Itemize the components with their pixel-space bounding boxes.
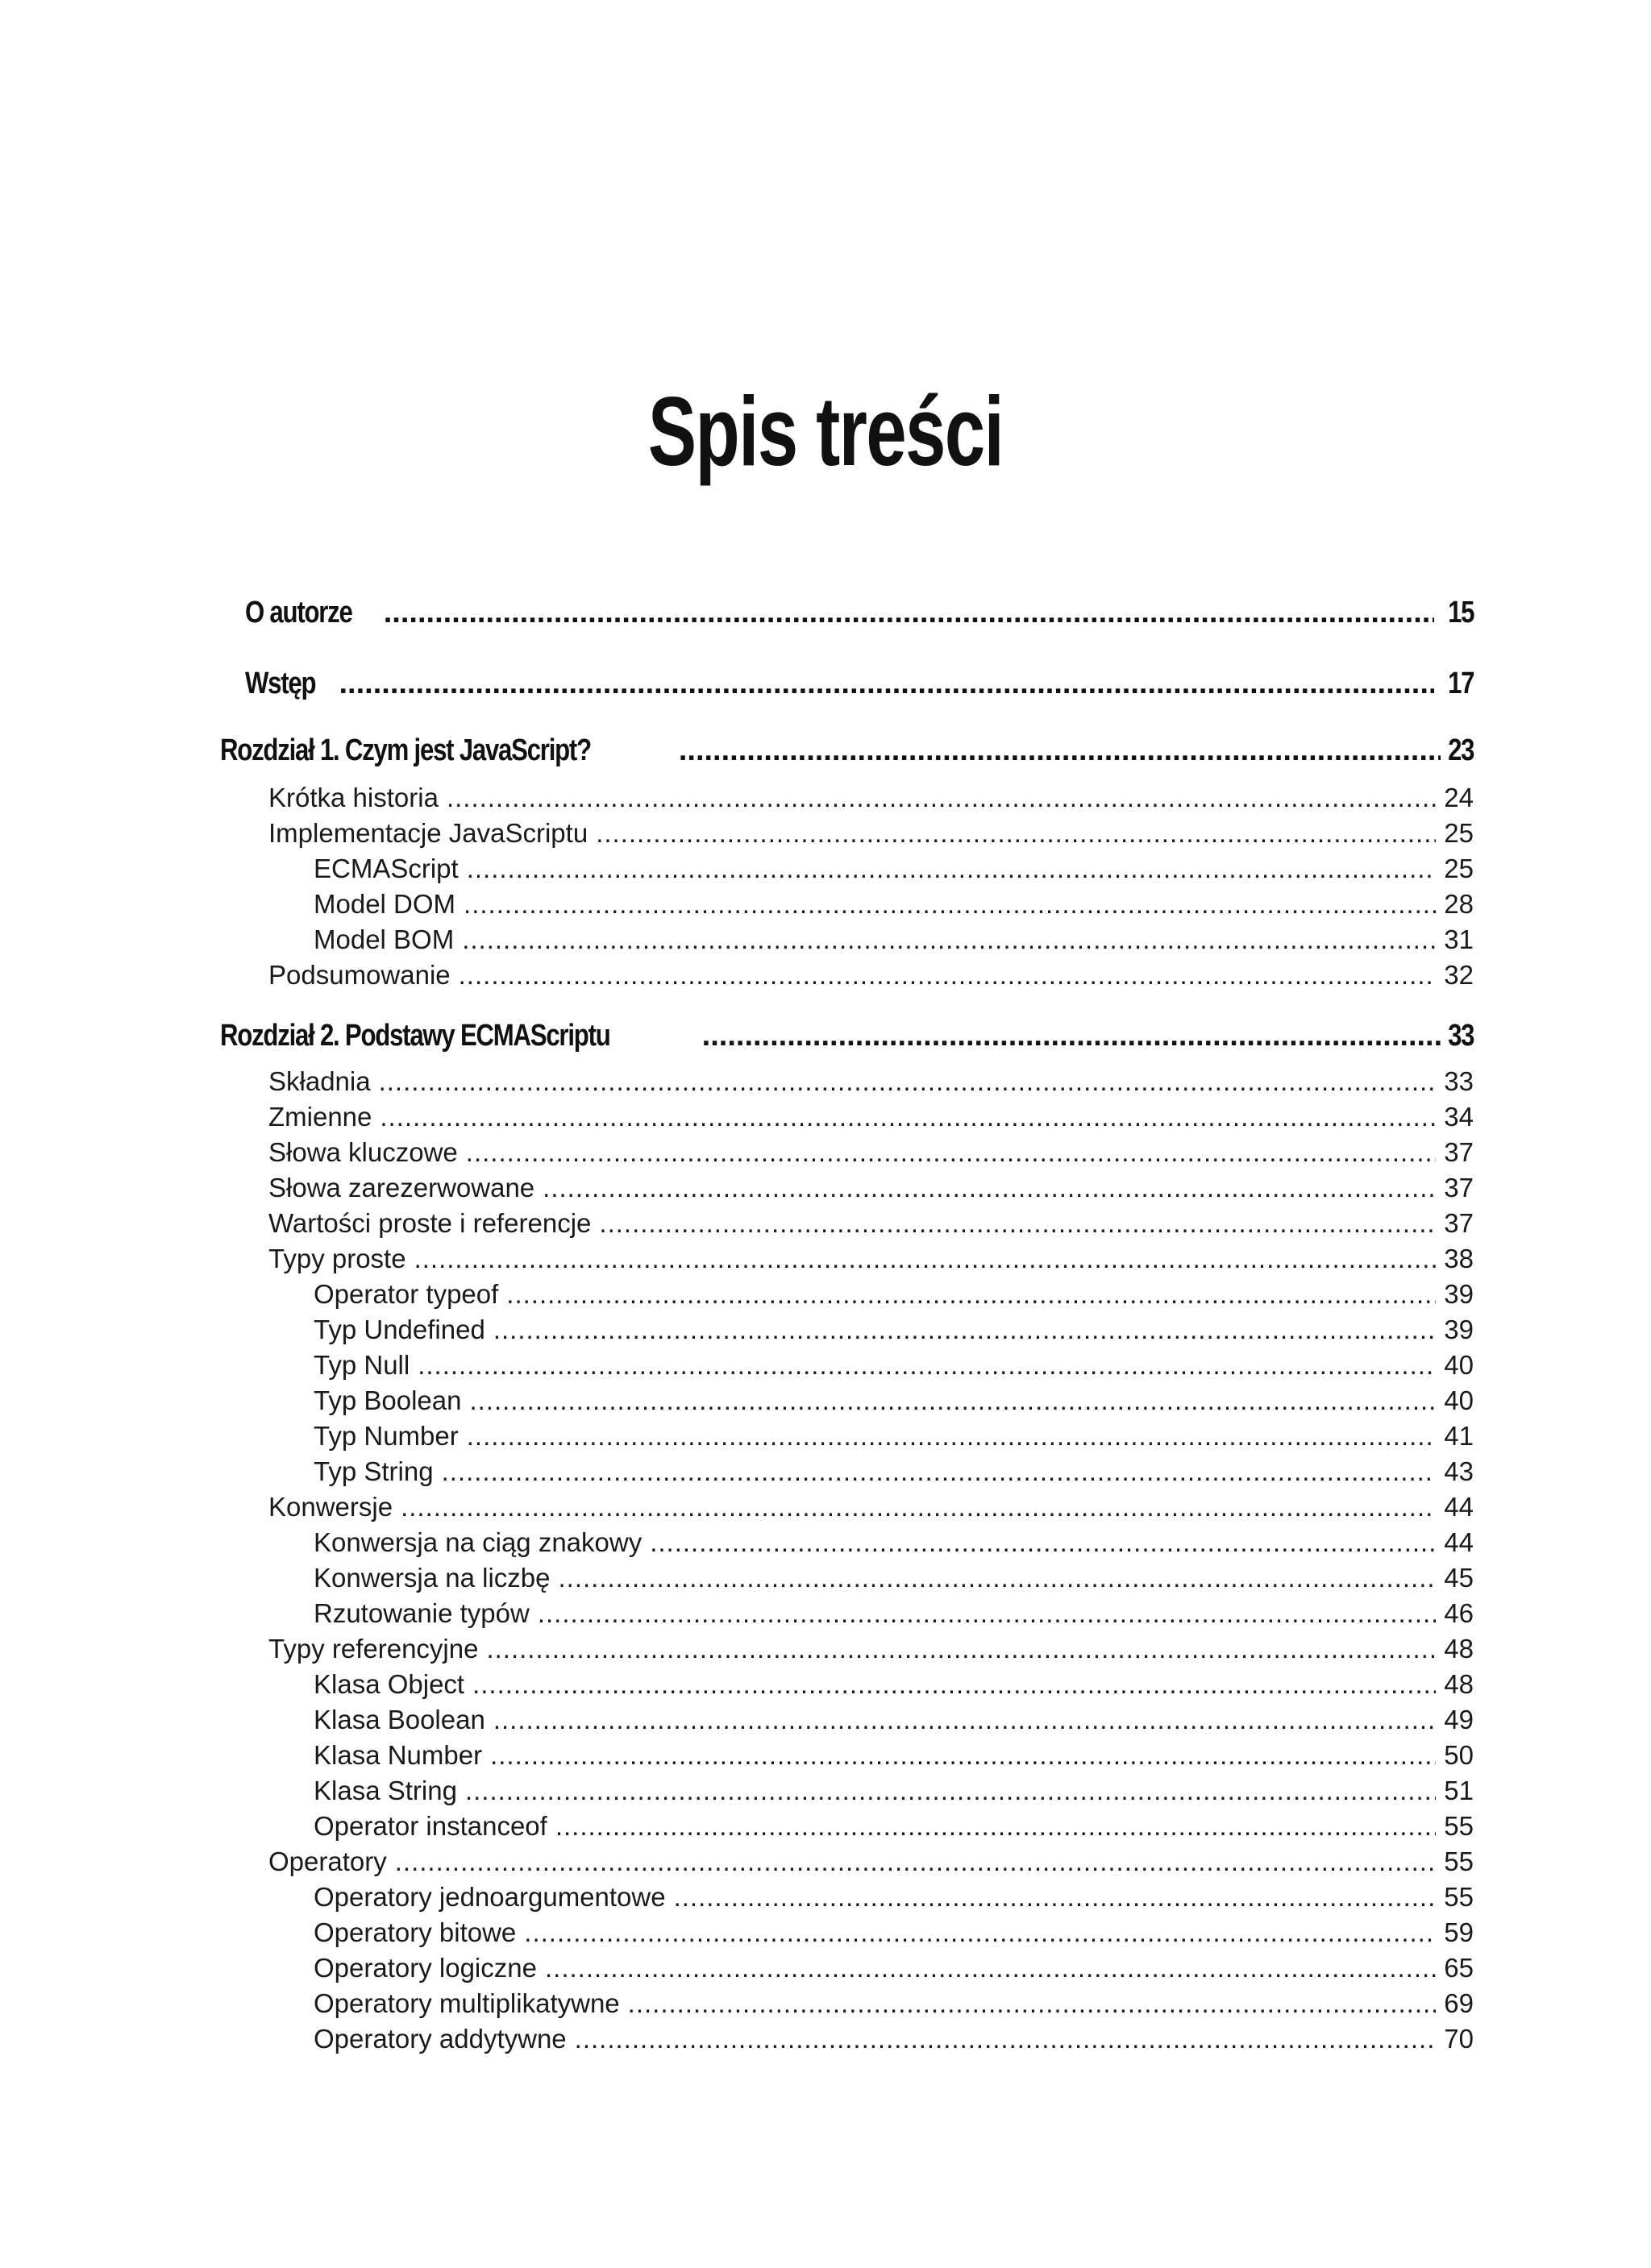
toc-entry-label: Konwersja na ciąg znakowy — [314, 1527, 643, 1557]
dot-leader — [650, 1525, 1436, 1560]
toc-entry-page: 39 — [1444, 1279, 1474, 1309]
toc-entry-label: Typy proste — [268, 1244, 406, 1273]
toc-entry-label: Słowa zarezerwowane — [268, 1173, 535, 1203]
toc-entry[interactable] — [314, 1454, 1474, 1489]
dot-leader — [543, 1170, 1436, 1206]
toc-entry-page: 17 — [1447, 667, 1474, 700]
toc-entry[interactable] — [314, 1560, 1474, 1596]
toc-entry-page: 38 — [1444, 1244, 1474, 1273]
toc-entry[interactable] — [268, 1241, 1474, 1277]
toc-entry[interactable] — [268, 780, 1474, 816]
toc-entry-label: Typ Undefined — [314, 1315, 485, 1344]
dot-leader — [506, 1277, 1436, 1312]
toc-entry[interactable] — [314, 1667, 1474, 1702]
dot-leader — [466, 1135, 1437, 1170]
toc-entry-page: 49 — [1444, 1705, 1474, 1734]
toc-entry-page: 37 — [1444, 1137, 1474, 1167]
toc-entry-label: Operator typeof — [314, 1279, 499, 1309]
dot-leader — [702, 1016, 1441, 1056]
toc-chapter-label: Rozdział 1. Czym jest JavaScript? — [220, 733, 591, 767]
toc-entry-page: 39 — [1444, 1315, 1474, 1344]
dot-leader — [467, 851, 1437, 887]
toc-entry-label: Operator instanceof — [314, 1811, 547, 1841]
toc-entry-page: 40 — [1444, 1385, 1474, 1415]
toc-entry[interactable] — [268, 1631, 1474, 1667]
toc-entry[interactable] — [268, 1844, 1474, 1880]
toc-entry-page: 70 — [1444, 2024, 1474, 2054]
dot-leader — [414, 1241, 1437, 1277]
toc-entry[interactable] — [314, 1702, 1474, 1738]
toc-entry-label: Model BOM — [314, 924, 455, 954]
toc-entry-label: Typ Null — [314, 1350, 410, 1380]
dot-leader — [555, 1809, 1436, 1844]
toc-chapter-page: 23 — [1447, 733, 1474, 767]
dot-leader — [459, 957, 1437, 993]
toc-entry-label: Konwersja na liczbę — [314, 1563, 551, 1593]
toc-entry-label: Konwersje — [268, 1492, 393, 1522]
toc-entry-page: 46 — [1444, 1598, 1474, 1628]
toc-entry-page: 55 — [1444, 1811, 1474, 1841]
toc-entry-label: Składnia — [268, 1066, 371, 1096]
dot-leader — [464, 887, 1436, 922]
toc-entry-page: 50 — [1444, 1740, 1474, 1770]
dot-leader — [493, 1312, 1436, 1348]
toc-entry-page: 65 — [1444, 1953, 1474, 1983]
toc-entry-label: ECMAScript — [314, 854, 459, 883]
toc-entry-label: Klasa Boolean — [314, 1705, 485, 1734]
dot-leader — [493, 1702, 1436, 1738]
toc-entry-page: 25 — [1444, 854, 1474, 883]
toc-entry-page: 15 — [1447, 596, 1474, 629]
dot-leader — [538, 1596, 1436, 1631]
toc-entry[interactable] — [268, 816, 1474, 851]
toc-entry-label: Typ Number — [314, 1421, 459, 1451]
toc-entry-page: 31 — [1444, 924, 1474, 954]
toc-entry-wstep[interactable] — [245, 663, 1474, 704]
toc-entry-page: 33 — [1444, 1066, 1474, 1096]
toc-entry-label: Model DOM — [314, 889, 456, 919]
toc-entry[interactable] — [268, 1099, 1474, 1135]
toc-entry-page: 37 — [1444, 1208, 1474, 1238]
toc-entry-label: Krótka historia — [268, 783, 439, 812]
toc-entry[interactable] — [314, 1950, 1474, 1986]
toc-entry-page: 55 — [1444, 1882, 1474, 1912]
dot-leader — [462, 922, 1436, 957]
toc-entry[interactable] — [314, 1809, 1474, 1844]
toc-entry-label: Operatory bitowe — [314, 1917, 517, 1947]
toc-chapter-label: Rozdział 2. Podstawy ECMAScriptu — [220, 1019, 610, 1053]
toc-entry-label: Operatory addytywne — [314, 2024, 567, 2054]
dot-leader — [469, 1383, 1436, 1419]
dot-leader — [472, 1667, 1436, 1702]
toc-entry-page: 48 — [1444, 1634, 1474, 1664]
toc-chapter-page: 33 — [1447, 1019, 1474, 1053]
toc-entry[interactable] — [314, 1419, 1474, 1454]
toc-entry[interactable] — [268, 1206, 1474, 1241]
dot-leader — [559, 1560, 1437, 1596]
dot-leader — [339, 663, 1434, 704]
toc-entry-page: 43 — [1444, 1456, 1474, 1486]
dot-leader — [465, 1773, 1436, 1809]
toc-entry[interactable] — [268, 1170, 1474, 1206]
dot-leader — [599, 1206, 1436, 1241]
dot-leader — [467, 1419, 1437, 1454]
dot-leader — [674, 1880, 1437, 1915]
dot-leader — [401, 1489, 1436, 1525]
dot-leader — [384, 592, 1434, 633]
page-title: Spis treści — [647, 376, 1004, 486]
toc-entry-label: Operatory logiczne — [314, 1953, 537, 1983]
toc-entry[interactable] — [314, 2021, 1474, 2057]
toc-entry[interactable] — [314, 1348, 1474, 1383]
toc-chapter-1[interactable] — [220, 730, 1474, 771]
toc-entry[interactable] — [314, 922, 1474, 957]
toc-entry-page: 25 — [1444, 818, 1474, 848]
dot-leader — [447, 780, 1436, 816]
toc-entry-page: 24 — [1444, 783, 1474, 812]
toc-entry-label: Klasa Object — [314, 1669, 465, 1699]
toc-entry-label: Wartości proste i referencje — [268, 1208, 592, 1238]
toc-entry[interactable] — [314, 1312, 1474, 1348]
toc-entry-label: Klasa String — [314, 1776, 457, 1805]
toc-entry-page: 44 — [1444, 1527, 1474, 1557]
toc-entry-page: 44 — [1444, 1492, 1474, 1522]
toc-entry-page: 59 — [1444, 1917, 1474, 1947]
toc-entry-page: 40 — [1444, 1350, 1474, 1380]
toc-entry-label: Wstęp — [245, 667, 316, 700]
toc-entry-label: Klasa Number — [314, 1740, 483, 1770]
toc-entry[interactable] — [268, 1135, 1474, 1170]
dot-leader — [380, 1099, 1436, 1135]
toc-entry-page: 55 — [1444, 1846, 1474, 1876]
dot-leader — [486, 1631, 1436, 1667]
dot-leader — [395, 1844, 1437, 1880]
toc-entry-label: Operatory jednoargumentowe — [314, 1882, 666, 1912]
toc-entry-label: Typ String — [314, 1456, 434, 1486]
toc-entry[interactable] — [314, 851, 1474, 887]
toc-entry-label: Słowa kluczowe — [268, 1137, 458, 1167]
toc-entry[interactable] — [268, 957, 1474, 993]
toc-entry-label: Typ Boolean — [314, 1385, 462, 1415]
toc-entry-label: Rzutowanie typów — [314, 1598, 530, 1628]
toc-entry[interactable] — [314, 1525, 1474, 1560]
toc-entry[interactable] — [314, 1880, 1474, 1915]
toc-entry[interactable] — [268, 1489, 1474, 1525]
toc-entry[interactable] — [314, 887, 1474, 922]
toc-entry-o-autorze[interactable] — [245, 592, 1474, 633]
toc-entry-page: 45 — [1444, 1563, 1474, 1593]
toc-entry[interactable] — [314, 1986, 1474, 2021]
toc-entry-page: 28 — [1444, 889, 1474, 919]
dot-leader — [379, 1064, 1437, 1099]
toc-chapter-2[interactable] — [220, 1016, 1474, 1056]
toc-entry[interactable] — [314, 1773, 1474, 1809]
dot-leader — [418, 1348, 1436, 1383]
toc-entry[interactable] — [314, 1383, 1474, 1419]
toc-entry-page: 37 — [1444, 1173, 1474, 1203]
dot-leader — [490, 1738, 1436, 1773]
toc-entry-page: 48 — [1444, 1669, 1474, 1699]
dot-leader — [545, 1950, 1436, 1986]
toc-entry-page: 34 — [1444, 1102, 1474, 1132]
toc-entry-page: 41 — [1444, 1421, 1474, 1451]
toc-entry-label: Operatory — [268, 1846, 387, 1876]
dot-leader — [628, 1986, 1437, 2021]
toc-entry-page: 51 — [1444, 1776, 1474, 1805]
toc-entry[interactable] — [314, 1915, 1474, 1950]
toc-entry[interactable] — [314, 1596, 1474, 1631]
toc-entry-page: 69 — [1444, 1988, 1474, 2018]
dot-leader — [596, 816, 1436, 851]
dot-leader — [679, 730, 1441, 771]
toc-entry-label: Operatory multiplikatywne — [314, 1988, 620, 2018]
toc-entry[interactable] — [268, 1064, 1474, 1099]
toc-entry[interactable] — [314, 1277, 1474, 1312]
dot-leader — [575, 2021, 1437, 2057]
toc-entry-label: Typy referencyjne — [268, 1634, 479, 1664]
toc-entry-label: Implementacje JavaScriptu — [268, 818, 588, 848]
dot-leader — [442, 1454, 1437, 1489]
toc-entry-label: Podsumowanie — [268, 960, 451, 990]
toc-entry-label: O autorze — [245, 596, 352, 629]
dot-leader — [524, 1915, 1436, 1950]
toc-entry-label: Zmienne — [268, 1102, 372, 1132]
toc-entry-page: 32 — [1444, 960, 1474, 990]
toc-entry[interactable] — [314, 1738, 1474, 1773]
